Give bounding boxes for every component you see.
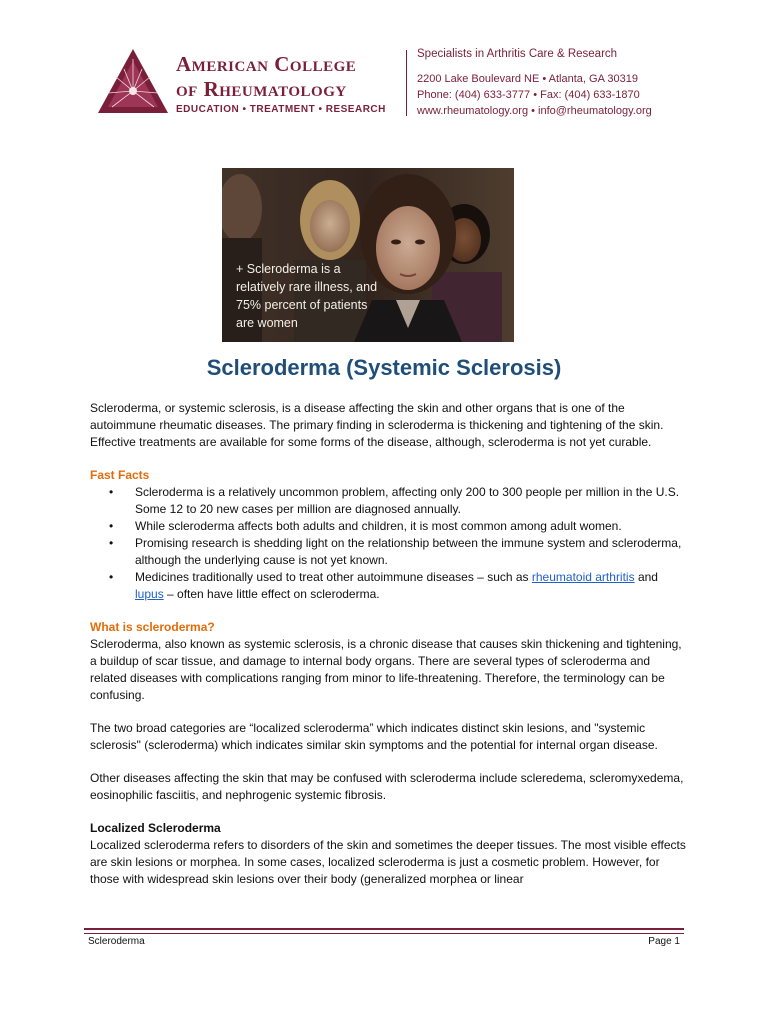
fact-text-middle: and [634,570,658,584]
what-is-paragraph-2: The two broad categories are “localized scleroderma” which indicates distinct skin lesions, and "systemic sclerosis" (scleroderma) which indicates similar skin symptoms and the potential for internal organ disease. [90,721,658,752]
organization-name [176,52,416,102]
fast-facts-list [90,484,686,603]
letterhead [96,44,676,124]
org-tagline: EDUCATION • TREATMENT • RESEARCH [176,104,386,115]
lupus-link[interactable]: lupus [135,587,164,601]
document-body [90,400,686,904]
hero-photo [222,168,514,342]
list-item: • Promising research is shedding light on the relationship between the immune system and scleroderma, although the underlying cause is not yet known. [135,535,686,569]
address-line: 2200 Lake Boulevard NE • Atlanta, GA 30319 [417,73,638,85]
phone-line: Phone: (404) 633-3777 • Fax: (404) 633-1870 [417,89,640,101]
letterhead-divider [406,50,407,116]
localized-heading: Localized Scleroderma [90,821,221,835]
page-title: Scleroderma (Systemic Sclerosis) [206,355,562,380]
org-name-line2: of Rheumatology [176,77,347,101]
list-item: • While scleroderma affects both adults and children, it is most common among adult women. [135,518,686,535]
what-is-paragraph-3: Other diseases affecting the skin that may be confused with scleroderma include scleredema, scleromyxedema, eosinophilic fasciitis, and nephrogenic systemic fibrosis. [90,771,684,802]
footer-title: Scleroderma [88,936,145,947]
photo-caption: + Scleroderma is a relatively rare illness, and 75% percent of patients are women [236,262,378,330]
page-number: Page 1 [648,936,680,947]
org-name-line1: American College [176,52,357,76]
list-item: • Scleroderma is a relatively uncommon problem, affecting only 200 to 300 people per million in the U.S. Some 12 to 20 new cases per million are diagnosed annually. [135,484,686,518]
intro-paragraph: Scleroderma, or systemic sclerosis, is a disease affecting the skin and other organs that is one of the autoimmune rheumatic diseases. The primary finding in scleroderma is thickening and tightening of the skin. Effective treatments are available for some forms of the disease, although, scleroderma is not yet curable. [90,401,664,449]
fact-text-before: Medicines traditionally used to treat other autoimmune diseases – such as [135,570,532,584]
rheumatoid-arthritis-link[interactable]: rheumatoid arthritis [531,570,635,584]
fact-text-after: – often have little effect on scleroderma. [163,587,380,601]
what-is-paragraph-1: Scleroderma, also known as systemic sclerosis, is a chronic disease that causes skin thickening and tightening, a buildup of scar tissue, and damage to internal body organs. There are several types of scleroderma and related diseases with complications ranging from minor to life-threatening. Therefore, the terminology can be confusing. [90,637,682,702]
specialty-line: Specialists in Arthritis Care & Research [417,48,618,60]
contact-block [417,46,677,119]
acr-logo [96,47,170,115]
what-is-heading: What is scleroderma? [90,620,215,634]
fast-facts-heading: Fast Facts [90,468,150,482]
footer-rule [84,928,684,934]
list-item [135,569,686,603]
localized-paragraph: Localized scleroderma refers to disorders of the skin and sometimes the deeper tissues. The most visible effects are skin lesions or morphea. In some cases, localized scleroderma is just a cosmetic problem. However, for those with widespread skin lesions over their body (generalized morphea or linear [90,838,686,886]
web-line: www.rheumatology.org • info@rheumatology.org [417,105,652,117]
